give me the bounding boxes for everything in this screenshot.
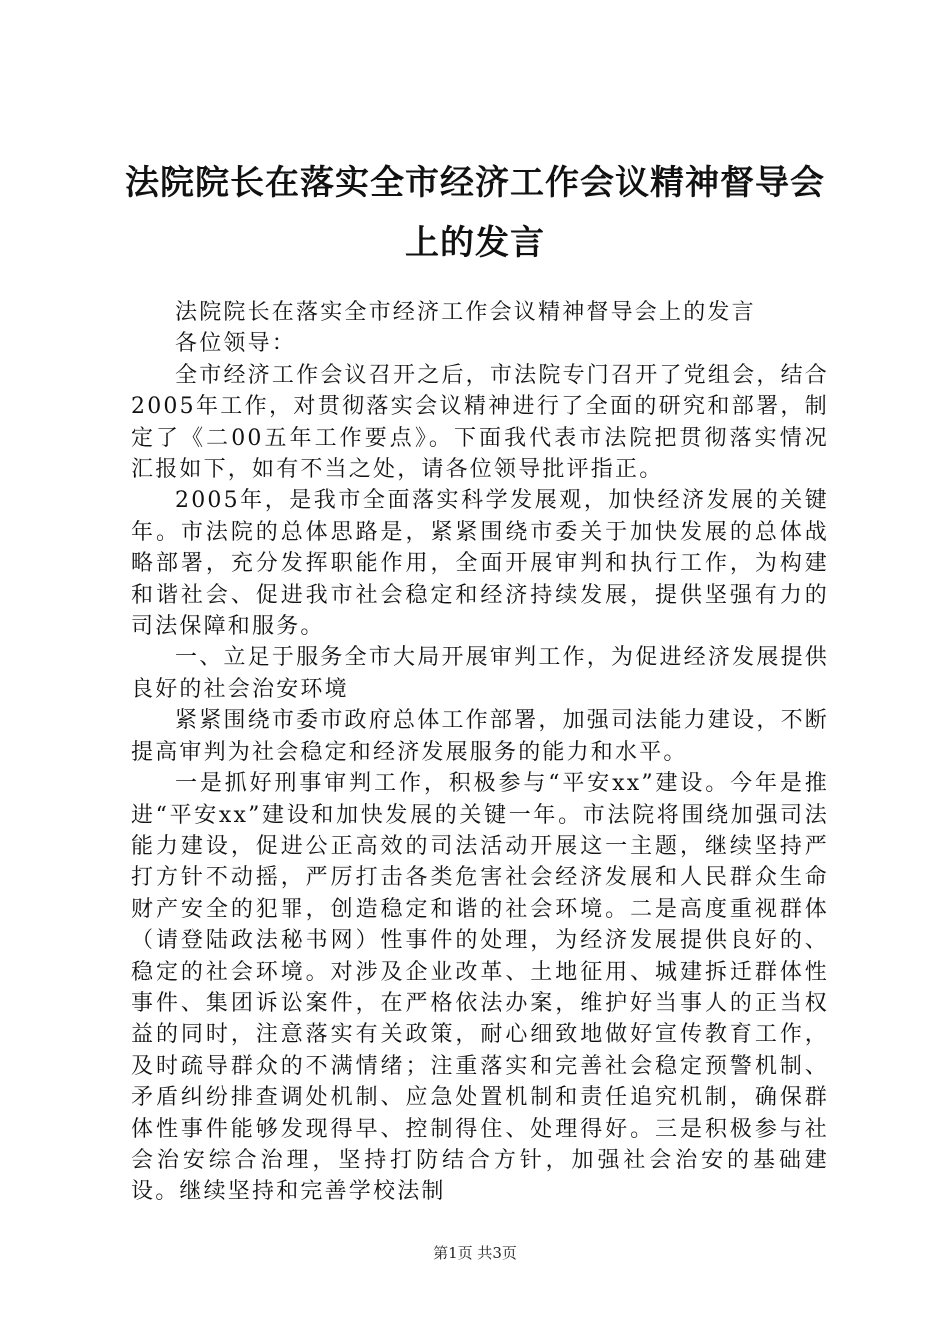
paragraph-section-summary: 紧紧围绕市委市政府总体工作部署，加强司法能力建设，不断提高审判为社会稳定和经济发展服务的能力和水平。 — [131, 708, 829, 765]
document-body — [131, 297, 829, 1208]
paragraph-intro: 全市经济工作会议召开之后，市法院专门召开了党组会，结合2005年工作，对贯彻落实会议精神进行了全面的研究和部署，制定了《二00五年工作要点》。下面我代表市法院把贯彻落实情况汇报如下，如有不当之处，请各位领导批评指正。 — [131, 362, 829, 483]
paragraph-section-heading: 一、立足于服务全市大局开展审判工作，为促进经济发展提供良好的社会治安环境 — [131, 645, 829, 702]
paragraph-salutation: 各位领导： — [175, 331, 297, 357]
document-title: 法院院长在落实全市经济工作会议精神督导会上的发言 — [125, 163, 825, 263]
paragraph-heading-repeat: 法院院长在落实全市经济工作会议精神督导会上的发言 — [175, 300, 756, 325]
paragraph-section-details: 一是抓好刑事审判工作，积极参与“平安xx”建设。今年是推进“平安xx”建设和加快发展的关键一年。市法院将围绕加强司法能力建设，促进公正高效的司法活动开展这一主题，继续坚持严打方针不动摇，严厉打击各类危害社会经济发展和人民群众生命财产安全的犯罪，创造稳定和谐的社会环境。二是高度重视群体（请登陆政法秘书网）性事件的处理，为经济发展提供良好的、稳定的社会环境。对涉及企业改革、土地征用、城建拆迁群体性事件、集团诉讼案件，在严格依法办案，维护好当事人的正当权益的同时，注意落实有关政策，耐心细致地做好宣传教育工作，及时疏导群众的不满情绪；注重落实和完善社会稳定预警机制、矛盾纠纷排查调处机制、应急处置机制和责任追究机制，确保群体性事件能够发现得早、控制得住、处理得好。三是积极参与社会治安综合治理，坚持打防结合方针，加强社会治安的基础建设。继续坚持和完善学校法制 — [131, 771, 829, 1205]
page-number-footer: 第1页 共3页 — [433, 1244, 517, 1262]
paragraph-overview: 2005年，是我市全面落实科学发展观，加快经济发展的关键年。市法院的总体思路是，紧紧围绕市委关于加快发展的总体战略部署，充分发挥职能作用，全面开展审判和执行工作，为构建和谐社会、促进我市社会稳定和经济持续发展，提供坚强有力的司法保障和服务。 — [131, 488, 829, 640]
